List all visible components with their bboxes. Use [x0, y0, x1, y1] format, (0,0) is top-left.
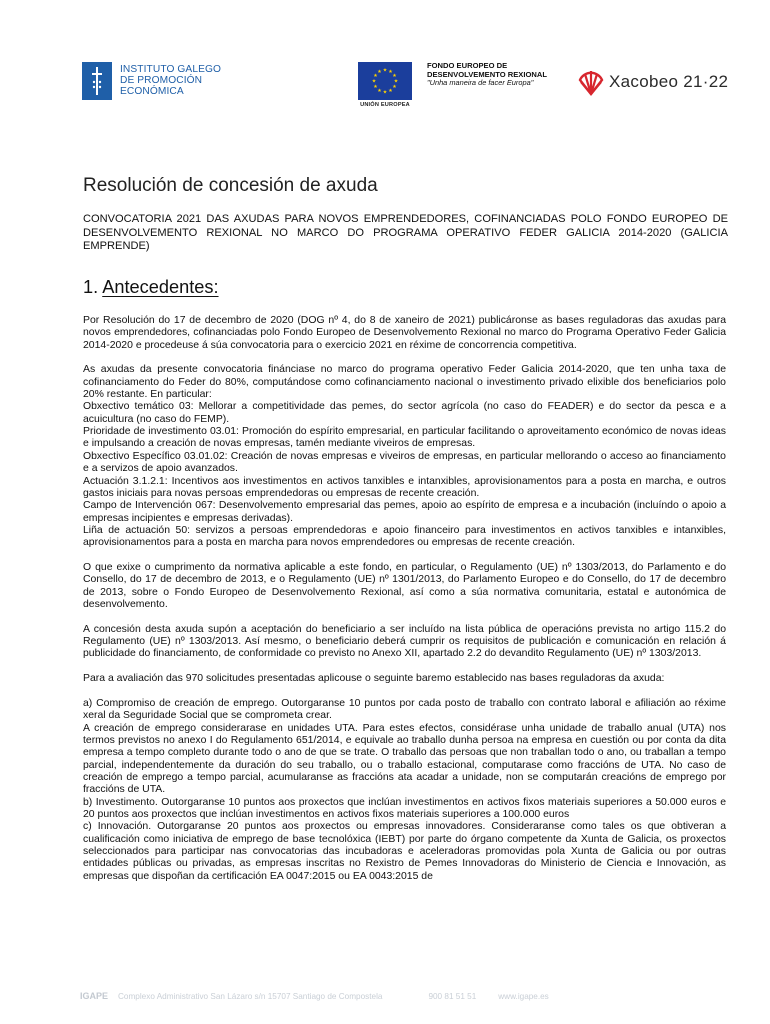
- eu-star-icon: ★: [392, 84, 397, 91]
- document-subtitle: CONVOCATORIA 2021 DAS AXUDAS PARA NOVOS EMPRENDEDORES, COFINANCIADAS POLO FONDO EUROPEO DE DESENVOLVEMENTO REXIONAL NO MARCO DO PROGRAMA OPERATIVO FEDER GALICIA 2014-2020 (GALICIA EMPRENDE): [83, 213, 728, 253]
- footer-brand: IGAPE: [80, 991, 109, 1001]
- eu-star-icon: ★: [377, 88, 382, 95]
- eu-star-icon: ★: [388, 88, 393, 95]
- footer-web-link[interactable]: www.igape.es: [498, 992, 549, 1001]
- eu-flag-icon: [358, 62, 412, 100]
- footer-address: Complexo Administrativo San Lázaro s/n 15707 Santiago de Compostela: [118, 992, 383, 1001]
- igape-logo: [82, 62, 221, 100]
- section-title: Antecedentes:: [102, 277, 219, 297]
- igape-logo-text: INSTITUTO GALEGO DE PROMOCIÓN ECONÓMICA: [120, 64, 222, 98]
- xacobeo-shell-icon: [577, 68, 605, 96]
- paragraph-6-line: A creación de emprego considerarase en unidades UTA. Para estes efectos, considérase unha unidade de traballo anual (UTA) nos termos previstos no anexo I do Regulamento 651/2014, e equivale ao traballo dunha persoa na empresa en cuestión ou por conta da dita empresa a tempo completo durante todo o ano de que se trate. O traballo das persoas que non traballan todo o ano, ou traballan a tempo parcial, independentemente da duración do seu traballo, ou o traballo estacional, computarase como fraccións de UTA. No caso de creación de emprego a tempo parcial, acumularanse as fraccións ata acadar a unidade, non se computarán creacións de emprego por fraccións de UTA.: [83, 722, 726, 796]
- paragraph-6-line: c) Innovación. Outorgaranse 20 puntos aos proxectos ou empresas innovadores. Consideraranse como tales os que obtiveran a cualificación como iniciativa de emprego de base tecnolóxica (IEBT) por parte do órgano competente da Xunta de Galicia, os proxectos seleccionados para participar nas convocatorias das incubadoras e aceleradoras promovidas pola Xunta de Galicia ou por outras entidades públicas ou privadas, as empresas inscritas no Rexistro de Pemes Innovadoras do Ministerio de Ciencia e Innovación, as empresas que dispoñan da certificación EA 0047:2015 ou EA 0043:2015 de: [83, 821, 726, 882]
- paragraph-4: A concesión desta axuda supón a aceptación do beneficiario a ser incluído na lista pública de operacións prevista no artigo 115.2 do Regulamento (UE) nº 1303/2013. Así mesmo, o beneficiario deberá cumprir os requisitos de publicación e comunicación en relación á publicidade do financiamento, de conformidade co previsto no Anexo XII, apartado 2.2 do devandito Regulamento (UE) nº 1303/2013.: [83, 623, 726, 660]
- section-number: 1.: [83, 277, 99, 297]
- eu-star-icon: ★: [377, 69, 382, 76]
- paragraph-3: O que exixe o cumprimento da normativa aplicable a este fondo, en particular, o Regulamento (UE) nº 1303/2013, do Parlamento e do Consello, do 17 de decembro de 2013, e o Regulamento (UE) nº 1301/2013, do Parlamento Europeo e do Consello, do 17 de decembro de 2013, sobre o Fondo Europeo de Desenvolvemento Rexional, así como a súa normativa comunitaria, estatal e autonómica de desenvolvemento.: [83, 561, 726, 610]
- paragraph-2-line: As axudas da presente convocatoria finánciase no marco do programa operativo Feder Galicia 2014-2020, que ten unha taxa de cofinanciamento do Feder do 80%, computándose como cofinanciamento nacional o investimento privado elixible dos beneficiarios polo 20% restante. En particular:: [83, 364, 726, 401]
- xacobeo-logo: [577, 68, 728, 96]
- eu-star-icon: ★: [382, 67, 388, 74]
- page-footer: [0, 985, 770, 1013]
- document-title: Resolución de concesión de axuda: [83, 175, 378, 196]
- feder-logo-text: [427, 62, 547, 88]
- paragraph-2-line: Liña de actuación 50: servizos a persoas emprendedoras e apoio financeiro para investimentos en activos tanxibles e intanxibles, aprovisionamentos para a posta en marcha para novos emprendedores ou empresas de recente creación.: [83, 524, 726, 549]
- feder-line-2: DESENVOLVEMENTO REXIONAL: [427, 69, 547, 79]
- eu-logo: [358, 62, 412, 108]
- document-body: [83, 315, 726, 883]
- eu-star-icon: ★: [373, 73, 378, 80]
- eu-star-icon: ★: [373, 84, 378, 91]
- paragraph-5: Para a avaliación das 970 solicitudes presentadas aplicouse o seguinte baremo establecido nas bases reguladoras da axuda:: [83, 673, 665, 685]
- paragraph-2: [83, 364, 726, 549]
- paragraph-2-line: Obxectivo Específico 03.01.02: Creación de novas empresas e viveiros de empresas, en particular mellorando o acceso ao financiamento e a servizos de apoio avanzados.: [83, 450, 726, 475]
- paragraph-6-line: a) Compromiso de creación de emprego. Outorgaranse 10 puntos por cada posto de traballo con contrato laboral e afiliación ao réxime xeral da Seguridade Social que se comprometa crear.: [83, 697, 726, 722]
- eu-star-icon: ★: [371, 78, 377, 85]
- footer-phone: 900 81 51 51: [428, 992, 477, 1001]
- feder-line-1: FONDO EUROPEO DE: [427, 61, 508, 70]
- paragraph-6: [83, 698, 726, 883]
- eu-star-icon: ★: [382, 89, 388, 96]
- paragraph-6-line: b) Investimento. Outorgaranse 10 puntos aos proxectos que inclúan investimentos en activos fixos materiais superiores a 50.000 euros e 20 puntos aos proxectos que inclúan investimentos en activos fixos materiais superiores a 100.000 euros: [83, 796, 726, 820]
- feder-motto: "Unha maneira de facer Europa": [427, 78, 534, 88]
- eu-star-icon: ★: [388, 69, 393, 76]
- paragraph-1: Por Resolución do 17 de decembro de 2020 (DOG nº 4, do 8 de xaneiro de 2021) publicáronse as bases reguladoras das axudas para novos emprendedores, cofinanciadas polo Fondo Europeo de Desenvolvemento Rexional no marco do Programa Operativo Feder Galicia 2014-2020 e procedeuse á súa convocatoria para o exercicio 2021 en réxime de concorrencia competitiva.: [83, 315, 726, 351]
- paragraph-2-line: Campo de Intervención 067: Desenvolvemento empresarial das pemes, apoio ao espírito de empresa e a incubación (incluíndo o apoio a empresas incipientes e empresas derivadas).: [83, 500, 726, 524]
- paragraph-2-line: Actuación 3.1.2.1: Incentivos aos investimentos en activos tanxibles e intanxibles, aprovisionamentos para a posta en marcha, e outros gastos iniciais para novas persoas emprendedoras ou empresas de recente creación.: [83, 475, 726, 499]
- xacobeo-text: Xacobeo 21·22: [609, 72, 729, 91]
- paragraph-2-line: Prioridade de investimento 03.01: Promoción do espírito empresarial, en particular facilitando o aproveitamento económico de novas ideas e impulsando a creación de novas empresas, tamén mediante viveiros de empresas.: [83, 426, 726, 450]
- paragraph-2-line: Obxectivo temático 03: Mellorar a competitividade das pemes, do sector agrícola (no caso do FEADER) e do sector da pesca e a acuicultura (no caso do FEMP).: [83, 401, 726, 425]
- section-heading: [83, 277, 219, 298]
- eu-star-icon: ★: [392, 73, 397, 80]
- eu-star-icon: ★: [393, 78, 399, 85]
- galicia-emblem-icon: [82, 62, 112, 100]
- eu-caption: UNIÓN EUROPEA: [360, 102, 410, 108]
